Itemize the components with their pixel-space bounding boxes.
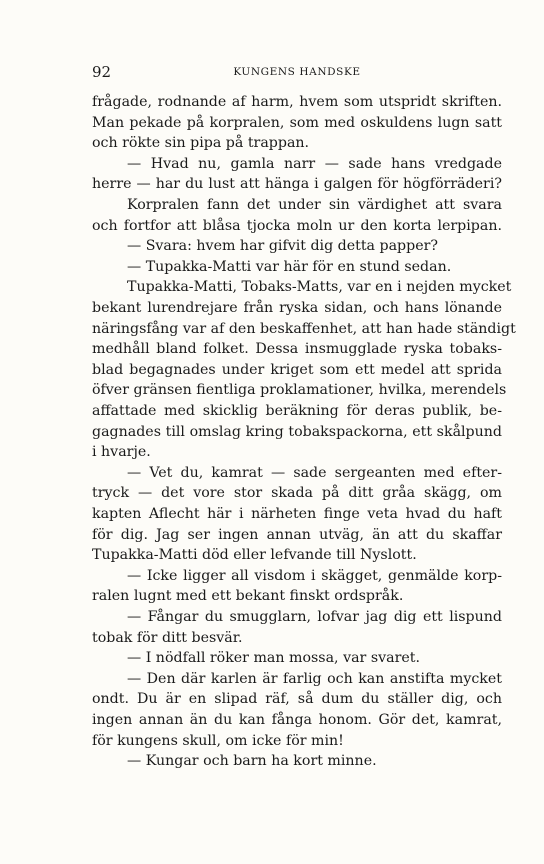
text-line: ondt. Du är en slipad räf, så dum du ställer dig, och (92, 691, 502, 708)
text-line: ingen annan än du kan fånga honom. Gör det, kamrat, (92, 712, 502, 728)
text-line: — Fångar du smugglarn, lofvar jag dig ett lispund (127, 609, 502, 625)
text-line: — Hvad nu, gamla narr — sade hans vredgade (127, 155, 502, 172)
text-line: herre — har du lust att hänga i galgen för högförräderi? (92, 176, 502, 193)
text-line: — Kungar och barn ha kort minne. (127, 753, 377, 770)
text-line: Man pekade på korpralen, som med oskuldens lugn satt (92, 114, 502, 131)
text-line: och fortfor att blåsa tjocka moln ur den korta lerpipan. (92, 217, 502, 234)
text-line: — Tupakka-Matti var här för en stund sedan. (127, 258, 452, 275)
text-line: medhåll bland folket. Dessa insmugglade ryska tobaks- (92, 341, 502, 358)
text-line: tobak för ditt besvär. (92, 629, 243, 646)
text-line: — Den där karlen är farlig och kan anstifta mycket (127, 670, 502, 687)
text-line: — Vet du, kamrat — sade sergeanten med efter- (127, 464, 502, 481)
text-line: frågade, rodnande af harm, hvem som utspridt skriften. (92, 94, 502, 110)
page-header (92, 63, 502, 83)
text-line: för kungens skull, om icke för min! (92, 732, 344, 749)
text-line: för dig. Jag ser ingen annan utväg, än att du skaffar (92, 526, 502, 543)
text-line: blad begagnades under kriget som ett medel att sprida (92, 361, 502, 378)
text-line: Tupakka-Matti, Tobaks-Matts, var en i nejden mycket (127, 279, 512, 296)
text-line: ralen lugnt med ett bekant finskt ordspråk. (92, 588, 404, 605)
running-title: KUNGENS HANDSKE (233, 66, 361, 78)
text-line: — I nödfall röker man mossa, var svaret. (127, 650, 420, 667)
text-line: tryck — det vore stor skada på ditt gråa skägg, om (92, 485, 502, 502)
text-line: — Icke ligger all visdom i skägget, genmälde korp- (127, 567, 502, 584)
text-line: affattade med skicklig beräkning för deras publik, be- (92, 403, 502, 419)
text-line: kapten Aflecht här i närheten finge veta hvad du haft (92, 506, 502, 522)
text-line: Tupakka-Matti död eller lefvande till Nyslott. (92, 547, 417, 564)
page-number: 92 (92, 63, 112, 81)
text-line: gagnades till omslag kring tobakspackorna, ett skålpund (92, 423, 502, 440)
text-line: öfver gränsen fientliga proklamationer, hvilka, merendels (92, 382, 507, 399)
text-line: i hvarje. (92, 444, 151, 461)
text-line: näringsfång var af den beskaffenhet, att han hade ständigt (92, 320, 516, 337)
text-line: — Svara: hvem har gifvit dig detta papper? (127, 238, 439, 255)
text-line: och rökte sin pipa på trappan. (92, 135, 310, 152)
text-line: Korpralen fann det under sin värdighet att svara (127, 197, 502, 213)
text-line: bekant lurendrejare från ryska sidan, och hans lönande (92, 300, 502, 316)
